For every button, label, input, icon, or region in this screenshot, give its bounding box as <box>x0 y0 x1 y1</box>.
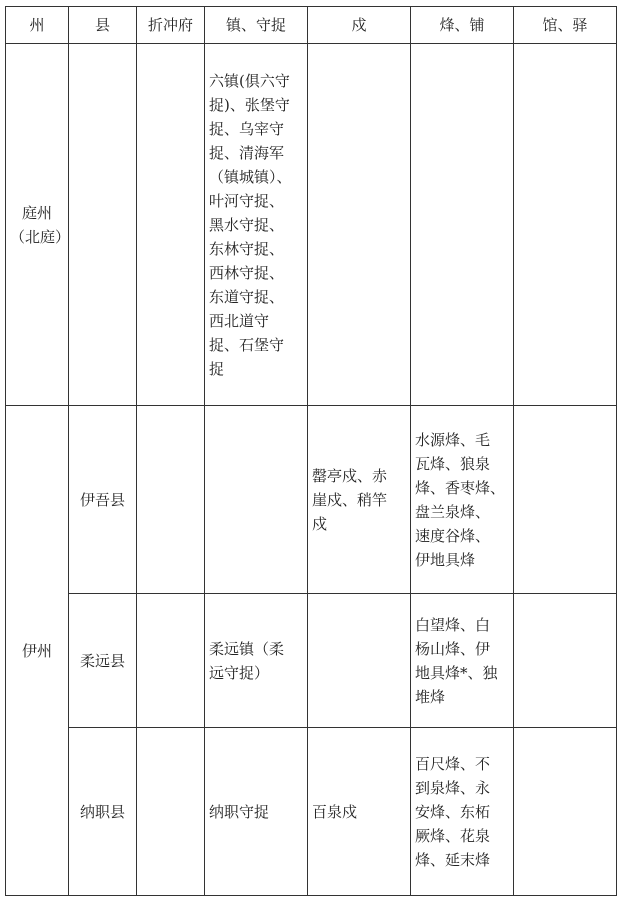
zhechongfu-cell <box>137 44 205 406</box>
zhechongfu-cell <box>137 728 205 896</box>
table-row <box>6 594 617 728</box>
feng-cell: 白望烽、白 杨山烽、伊 地具烽*、独 堆烽 <box>411 594 514 728</box>
xian-cell <box>69 44 137 406</box>
zhen-cell: 柔远镇（柔 远守捉） <box>205 594 308 728</box>
feng-cell: 百尺烽、不 到泉烽、永 安烽、东柘 厥烽、花泉 烽、延末烽 <box>411 728 514 896</box>
guan-cell <box>514 728 617 896</box>
zhen-cell: 纳职守捉 <box>205 728 308 896</box>
xian-cell: 纳职县 <box>69 728 137 896</box>
feng-cell: 水源烽、毛 瓦烽、狼泉 烽、香枣烽、 盘兰泉烽、 速度谷烽、 伊地具烽 <box>411 406 514 594</box>
table-row <box>6 44 617 406</box>
header-row <box>6 7 617 44</box>
header-shu: 戍 <box>308 7 411 44</box>
zhen-cell: 六镇(俱六守 捉)、张堡守 捉、乌宰守 捉、清海军 （镇城镇）、 叶河守捉、 黑水守捉、 东林守捉、 西林守捉、 东道守捉、 西北道守 捉、石堡守 捉 <box>205 44 308 406</box>
shu-cell: 罄亭戍、赤 崖戍、稍竿 戍 <box>308 406 411 594</box>
guan-cell <box>514 44 617 406</box>
zhechongfu-cell <box>137 594 205 728</box>
zhou-cell: 伊州 <box>6 406 69 896</box>
zhou-cell: 庭州 （北庭） <box>6 44 69 406</box>
header-zhou: 州 <box>6 7 69 44</box>
xian-cell: 伊吾县 <box>69 406 137 594</box>
shu-cell <box>308 44 411 406</box>
zhechongfu-cell <box>137 406 205 594</box>
header-guan-yi: 馆、驿 <box>514 7 617 44</box>
header-zhechongfu: 折冲府 <box>137 7 205 44</box>
feng-cell <box>411 44 514 406</box>
shu-cell: 百泉戍 <box>308 728 411 896</box>
table-row <box>6 406 617 594</box>
xian-cell: 柔远县 <box>69 594 137 728</box>
shu-cell <box>308 594 411 728</box>
table-row <box>6 728 617 896</box>
guan-cell <box>514 406 617 594</box>
admin-table <box>5 6 617 896</box>
header-feng-pu: 烽、铺 <box>411 7 514 44</box>
header-zhen-shouzhuo: 镇、守捉 <box>205 7 308 44</box>
zhen-cell <box>205 406 308 594</box>
header-xian: 县 <box>69 7 137 44</box>
guan-cell <box>514 594 617 728</box>
